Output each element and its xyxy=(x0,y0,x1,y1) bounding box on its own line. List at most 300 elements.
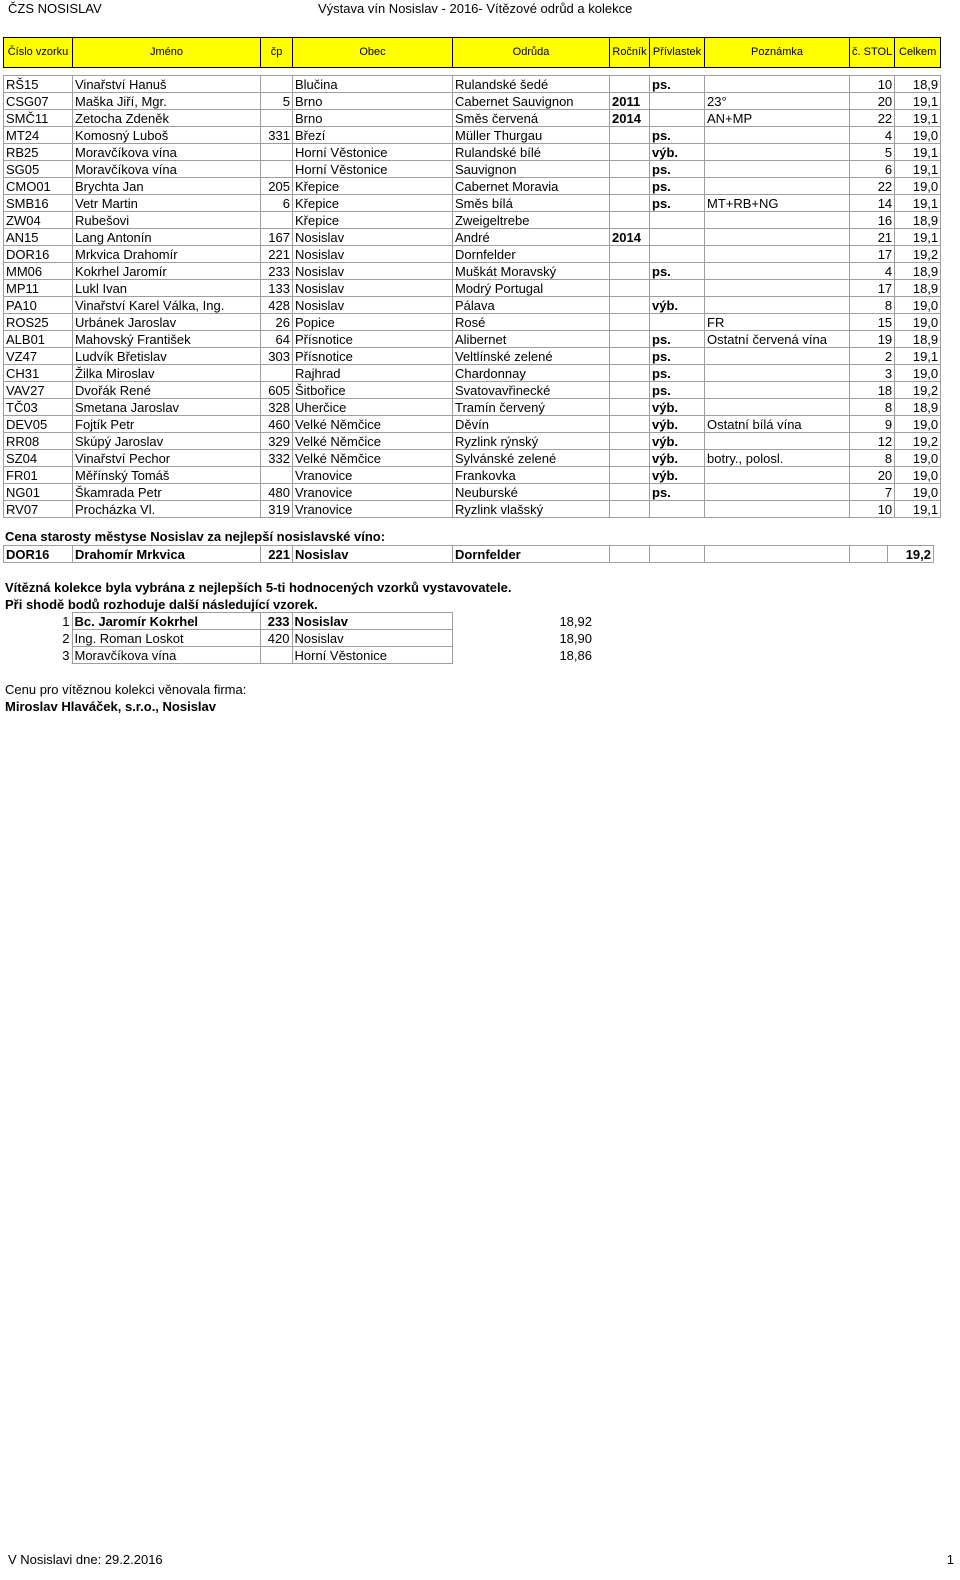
table-row xyxy=(4,280,941,297)
table-cell: Směs bílá xyxy=(453,195,610,212)
table-cell: Nosislav xyxy=(293,297,453,314)
table-cell xyxy=(610,546,650,563)
table-cell: AN+MP xyxy=(705,110,850,127)
table-cell: 18,9 xyxy=(895,212,941,229)
table-cell: Velké Němčice xyxy=(293,416,453,433)
collection-tiebreak-note: Při shodě bodů rozhoduje další následující vzorek. xyxy=(5,597,318,612)
table-cell: 18,9 xyxy=(895,280,941,297)
table-cell: 233 xyxy=(261,263,293,280)
table-cell xyxy=(705,280,850,297)
table-cell: ps. xyxy=(650,161,705,178)
mayor-prize-table xyxy=(3,545,934,563)
table-cell: 15 xyxy=(850,314,895,331)
table-cell: Brno xyxy=(293,93,453,110)
table-cell: Rosé xyxy=(453,314,610,331)
organization-name: ČZS NOSISLAV xyxy=(8,1,102,16)
table-cell xyxy=(261,76,293,93)
table-cell: Drahomír Mrkvica xyxy=(73,546,261,563)
table-cell: Zetocha Zdeněk xyxy=(73,110,261,127)
table-cell: 19,2 xyxy=(895,382,941,399)
table-row xyxy=(4,161,941,178)
table-cell: výb. xyxy=(650,467,705,484)
table-cell: 19,0 xyxy=(895,467,941,484)
table-cell: 19,0 xyxy=(895,416,941,433)
table-cell: MT24 xyxy=(4,127,73,144)
table-cell: Popice xyxy=(293,314,453,331)
table-cell: 5 xyxy=(850,144,895,161)
table-cell: DOR16 xyxy=(4,546,73,563)
table-cell xyxy=(705,144,850,161)
table-cell xyxy=(705,399,850,416)
table-cell: 19,1 xyxy=(895,195,941,212)
table-cell xyxy=(610,382,650,399)
table-cell: Křepice xyxy=(293,212,453,229)
table-cell: 16 xyxy=(850,212,895,229)
table-cell xyxy=(610,433,650,450)
table-cell: 3 xyxy=(850,365,895,382)
table-cell: Blučina xyxy=(293,76,453,93)
table-cell: 19,0 xyxy=(895,314,941,331)
table-cell: 19,2 xyxy=(895,246,941,263)
table-cell: ROS25 xyxy=(4,314,73,331)
table-cell xyxy=(610,212,650,229)
table-cell xyxy=(610,280,650,297)
table-cell: ps. xyxy=(650,484,705,501)
table-cell: Křepice xyxy=(293,195,453,212)
table-row xyxy=(4,144,941,161)
column-header: č. STOL xyxy=(850,38,895,68)
table-cell: Fojtík Petr xyxy=(73,416,261,433)
table-cell xyxy=(705,161,850,178)
collection-note: Vítězná kolekce byla vybrána z nejlepších 5-ti hodnocených vzorků vystavovatele. xyxy=(5,580,512,595)
table-cell xyxy=(610,263,650,280)
table-cell: Horní Věstonice xyxy=(293,144,453,161)
table-cell: ps. xyxy=(650,382,705,399)
table-cell: Modrý Portugal xyxy=(453,280,610,297)
mayor-prize-heading: Cena starosty městyse Nosislav za nejlepší nosislavské víno: xyxy=(5,529,386,544)
table-cell xyxy=(610,331,650,348)
table-row xyxy=(4,348,941,365)
table-cell: ps. xyxy=(650,127,705,144)
table-row xyxy=(4,195,941,212)
table-cell: 26 xyxy=(261,314,293,331)
table-cell: 221 xyxy=(261,546,293,563)
table-cell xyxy=(610,501,650,518)
table-cell: Smetana Jaroslav xyxy=(73,399,261,416)
table-cell: 22 xyxy=(850,178,895,195)
table-cell: SZ04 xyxy=(4,450,73,467)
table-cell xyxy=(650,546,705,563)
table-cell: Nosislav xyxy=(293,263,453,280)
table-cell: Müller Thurgau xyxy=(453,127,610,144)
table-cell: 21 xyxy=(850,229,895,246)
table-cell: Maška Jiří, Mgr. xyxy=(73,93,261,110)
table-cell: FR01 xyxy=(4,467,73,484)
table-cell: Rulandské bílé xyxy=(453,144,610,161)
table-cell: 303 xyxy=(261,348,293,365)
table-row xyxy=(4,450,941,467)
table-cell: Měřínský Tomáš xyxy=(73,467,261,484)
table-cell: Brno xyxy=(293,110,453,127)
table-cell: 19,0 xyxy=(895,178,941,195)
table-cell xyxy=(610,450,650,467)
table-cell xyxy=(610,365,650,382)
table-cell: RB25 xyxy=(4,144,73,161)
table-cell: CSG07 xyxy=(4,93,73,110)
table-cell: 18,86 xyxy=(559,647,592,663)
table-cell: Kokrhel Jaromír xyxy=(73,263,261,280)
table-cell xyxy=(261,212,293,229)
table-cell: ps. xyxy=(650,365,705,382)
table-cell: Vranovice xyxy=(293,467,453,484)
table-cell: 2014 xyxy=(610,229,650,246)
table-cell xyxy=(610,161,650,178)
table-cell: Velké Němčice xyxy=(293,433,453,450)
table-cell: Rulandské šedé xyxy=(453,76,610,93)
sponsor-name: Miroslav Hlaváček, s.r.o., Nosislav xyxy=(5,699,217,714)
table-cell: Chardonnay xyxy=(453,365,610,382)
column-header: Celkem xyxy=(895,38,941,68)
table-row xyxy=(4,416,941,433)
table-cell: 221 xyxy=(261,246,293,263)
table-cell xyxy=(261,365,293,382)
table-row xyxy=(4,263,941,280)
table-cell xyxy=(705,127,850,144)
place-date: V Nosislavi dne: 29.2.2016 xyxy=(8,1552,163,1567)
table-cell: Tramín červený xyxy=(453,399,610,416)
table-cell: Horní Věstonice xyxy=(293,161,453,178)
table-row xyxy=(4,246,941,263)
table-cell: 19,1 xyxy=(895,110,941,127)
table-cell: ZW04 xyxy=(4,212,73,229)
table-cell: NG01 xyxy=(4,484,73,501)
table-cell: ps. xyxy=(650,76,705,93)
table-cell: 17 xyxy=(850,280,895,297)
sponsor-note: Cenu pro vítěznou kolekci věnovala firma: xyxy=(5,682,247,697)
table-cell xyxy=(260,647,292,664)
table-row xyxy=(4,501,941,518)
table-cell: Bc. Jaromír Kokrhel xyxy=(72,613,260,630)
table-cell: Škamrada Petr xyxy=(73,484,261,501)
page-title: Výstava vín Nosislav - 2016- Vítězové odrůd a kolekce xyxy=(318,1,633,16)
table-cell: Sauvignon xyxy=(453,161,610,178)
table-cell xyxy=(610,246,650,263)
table-cell xyxy=(261,144,293,161)
table-cell: Moravčíkova vína xyxy=(73,161,261,178)
table-cell: 18,9 xyxy=(895,399,941,416)
table-cell xyxy=(610,297,650,314)
table-cell: Zweigeltrebe xyxy=(453,212,610,229)
table-cell: Komosný Luboš xyxy=(73,127,261,144)
table-cell: Vinařství Karel Válka, Ing. xyxy=(73,297,261,314)
table-cell: Dornfelder xyxy=(453,546,610,563)
table-cell: RV07 xyxy=(4,501,73,518)
table-cell: Veltlínské zelené xyxy=(453,348,610,365)
collection-row xyxy=(3,647,602,664)
table-cell: Urbánek Jaroslav xyxy=(73,314,261,331)
table-row xyxy=(4,365,941,382)
table-cell xyxy=(650,229,705,246)
table-cell xyxy=(705,433,850,450)
table-cell: RR08 xyxy=(4,433,73,450)
table-cell: 18,9 xyxy=(895,263,941,280)
table-cell: André xyxy=(453,229,610,246)
table-cell: Pálava xyxy=(453,297,610,314)
table-cell: 19,2 xyxy=(895,433,941,450)
table-cell: Křepice xyxy=(293,178,453,195)
table-cell: Velké Němčice xyxy=(293,450,453,467)
table-cell xyxy=(610,178,650,195)
table-cell xyxy=(610,467,650,484)
table-cell: 2 xyxy=(62,630,70,646)
collection-row xyxy=(3,613,602,630)
table-row xyxy=(4,314,941,331)
table-cell: 5 xyxy=(261,93,293,110)
table-cell: 428 xyxy=(261,297,293,314)
table-cell: Nosislav xyxy=(293,280,453,297)
column-header: Odrůda xyxy=(453,38,610,68)
table-cell xyxy=(610,314,650,331)
table-row xyxy=(4,382,941,399)
table-row xyxy=(4,297,941,314)
table-cell: SMČ11 xyxy=(4,110,73,127)
column-header: Jméno xyxy=(73,38,261,68)
table-cell: Vinařství Hanuš xyxy=(73,76,261,93)
table-cell: 7 xyxy=(850,484,895,501)
table-cell: MT+RB+NG xyxy=(705,195,850,212)
table-cell: 20 xyxy=(850,467,895,484)
table-cell: CH31 xyxy=(4,365,73,382)
collection-table xyxy=(3,612,602,664)
table-cell xyxy=(261,161,293,178)
table-cell: 19,1 xyxy=(895,501,941,518)
table-cell: 18,92 xyxy=(559,613,592,629)
table-cell: Nosislav xyxy=(292,613,452,630)
table-cell: Moravčíkova vína xyxy=(73,144,261,161)
table-cell: Lang Antonín xyxy=(73,229,261,246)
table-cell: Nosislav xyxy=(293,229,453,246)
table-cell: TČ03 xyxy=(4,399,73,416)
table-cell: Ostatní bílá vína xyxy=(705,416,850,433)
table-cell: 22 xyxy=(850,110,895,127)
table-row xyxy=(4,212,941,229)
table-cell: Lukl Ivan xyxy=(73,280,261,297)
table-row xyxy=(4,229,941,246)
table-cell: 133 xyxy=(261,280,293,297)
column-header: Přívlastek xyxy=(650,38,705,68)
table-cell xyxy=(705,484,850,501)
table-cell: 23° xyxy=(705,93,850,110)
table-cell: 19,0 xyxy=(895,484,941,501)
spacer-row xyxy=(4,68,941,76)
table-cell: 19,0 xyxy=(895,297,941,314)
table-cell: Uherčice xyxy=(293,399,453,416)
table-row xyxy=(4,484,941,501)
table-cell xyxy=(705,76,850,93)
table-cell: ps. xyxy=(650,331,705,348)
table-cell: Rajhrad xyxy=(293,365,453,382)
table-cell xyxy=(650,93,705,110)
table-cell xyxy=(650,246,705,263)
table-cell: 9 xyxy=(850,416,895,433)
table-cell: výb. xyxy=(650,297,705,314)
table-cell: výb. xyxy=(650,399,705,416)
table-cell xyxy=(705,212,850,229)
table-cell: Ryzlink rýnský xyxy=(453,433,610,450)
table-cell: Alibernet xyxy=(453,331,610,348)
table-row xyxy=(4,399,941,416)
table-cell: Neuburské xyxy=(453,484,610,501)
table-cell: RŠ15 xyxy=(4,76,73,93)
table-cell: 10 xyxy=(850,501,895,518)
table-cell: 2014 xyxy=(610,110,650,127)
table-cell: 4 xyxy=(850,127,895,144)
table-cell xyxy=(705,467,850,484)
table-cell xyxy=(705,297,850,314)
column-header: Poznámka xyxy=(705,38,850,68)
table-cell: 18,90 xyxy=(559,630,592,646)
table-cell: Přísnotice xyxy=(293,348,453,365)
table-row xyxy=(4,178,941,195)
table-cell xyxy=(705,365,850,382)
table-cell: 6 xyxy=(261,195,293,212)
table-cell: výb. xyxy=(650,433,705,450)
table-cell: 10 xyxy=(850,76,895,93)
mayor-prize-row xyxy=(4,546,934,563)
table-cell: Svatovavřinecké xyxy=(453,382,610,399)
table-cell: 18 xyxy=(850,382,895,399)
table-cell xyxy=(610,76,650,93)
table-cell: Cabernet Moravia xyxy=(453,178,610,195)
table-cell: 167 xyxy=(261,229,293,246)
table-row xyxy=(4,331,941,348)
table-row xyxy=(4,76,941,93)
table-cell: ps. xyxy=(650,263,705,280)
table-cell xyxy=(850,546,888,563)
table-cell: výb. xyxy=(650,416,705,433)
table-cell xyxy=(705,263,850,280)
table-cell: 420 xyxy=(260,630,292,647)
table-cell xyxy=(705,382,850,399)
table-cell: 4 xyxy=(850,263,895,280)
table-cell: 329 xyxy=(261,433,293,450)
table-cell xyxy=(705,229,850,246)
table-cell: Ludvík Břetislav xyxy=(73,348,261,365)
table-cell: SG05 xyxy=(4,161,73,178)
table-cell: CMO01 xyxy=(4,178,73,195)
table-cell: 1 xyxy=(62,613,70,629)
table-cell: Ryzlink vlašský xyxy=(453,501,610,518)
table-cell: 6 xyxy=(850,161,895,178)
table-cell: 3 xyxy=(62,647,70,663)
table-cell: 64 xyxy=(261,331,293,348)
table-cell: Sylvánské zelené xyxy=(453,450,610,467)
table-cell xyxy=(610,144,650,161)
table-cell: 19,1 xyxy=(895,93,941,110)
table-cell: ps. xyxy=(650,348,705,365)
table-header-row xyxy=(4,38,941,68)
page-number: 1 xyxy=(946,1552,954,1567)
table-cell: MM06 xyxy=(4,263,73,280)
table-cell: 12 xyxy=(850,433,895,450)
table-cell xyxy=(705,178,850,195)
table-cell: 605 xyxy=(261,382,293,399)
table-cell xyxy=(705,501,850,518)
table-cell: Ostatní červená vína xyxy=(705,331,850,348)
table-cell xyxy=(610,484,650,501)
table-cell: Žilka Miroslav xyxy=(73,365,261,382)
table-cell xyxy=(650,314,705,331)
table-cell: ps. xyxy=(650,195,705,212)
table-cell: 205 xyxy=(261,178,293,195)
table-cell: 331 xyxy=(261,127,293,144)
table-cell: PA10 xyxy=(4,297,73,314)
table-cell: 19 xyxy=(850,331,895,348)
table-cell: DEV05 xyxy=(4,416,73,433)
table-row xyxy=(4,127,941,144)
table-cell: AN15 xyxy=(4,229,73,246)
table-cell: 17 xyxy=(850,246,895,263)
table-cell: 480 xyxy=(261,484,293,501)
column-header: Ročník xyxy=(610,38,650,68)
table-cell xyxy=(650,280,705,297)
table-cell: Přísnotice xyxy=(293,331,453,348)
table-cell: 8 xyxy=(850,399,895,416)
table-cell: 19,0 xyxy=(895,365,941,382)
table-cell: Vranovice xyxy=(293,501,453,518)
table-cell: Moravčíkova vína xyxy=(72,647,260,664)
table-cell: Skúpý Jaroslav xyxy=(73,433,261,450)
table-cell: 20 xyxy=(850,93,895,110)
table-cell: Dvořák René xyxy=(73,382,261,399)
table-cell xyxy=(705,546,850,563)
table-cell xyxy=(705,246,850,263)
table-cell xyxy=(610,416,650,433)
table-cell: 19,1 xyxy=(895,161,941,178)
table-cell: 19,1 xyxy=(895,144,941,161)
table-cell: Šitbořice xyxy=(293,382,453,399)
table-cell: 18,9 xyxy=(895,331,941,348)
table-cell: Ing. Roman Loskot xyxy=(72,630,260,647)
table-cell: 19,1 xyxy=(895,229,941,246)
results-table xyxy=(3,37,941,518)
table-cell: ALB01 xyxy=(4,331,73,348)
table-cell: ps. xyxy=(650,178,705,195)
table-cell xyxy=(610,127,650,144)
table-cell: výb. xyxy=(650,144,705,161)
table-cell: 8 xyxy=(850,297,895,314)
table-cell: Procházka Vl. xyxy=(73,501,261,518)
table-cell: 19,2 xyxy=(888,546,934,563)
table-cell: 319 xyxy=(261,501,293,518)
table-cell xyxy=(650,501,705,518)
table-cell: Nosislav xyxy=(293,246,453,263)
table-cell xyxy=(610,348,650,365)
table-row xyxy=(4,93,941,110)
table-cell xyxy=(610,195,650,212)
table-cell: Vinařství Pechor xyxy=(73,450,261,467)
table-cell: DOR16 xyxy=(4,246,73,263)
table-cell: Mahovský František xyxy=(73,331,261,348)
table-cell: 328 xyxy=(261,399,293,416)
table-cell: výb. xyxy=(650,450,705,467)
table-cell: 19,1 xyxy=(895,348,941,365)
table-cell: FR xyxy=(705,314,850,331)
table-cell: 19,0 xyxy=(895,450,941,467)
table-row xyxy=(4,433,941,450)
column-header: Obec xyxy=(293,38,453,68)
table-cell xyxy=(650,110,705,127)
